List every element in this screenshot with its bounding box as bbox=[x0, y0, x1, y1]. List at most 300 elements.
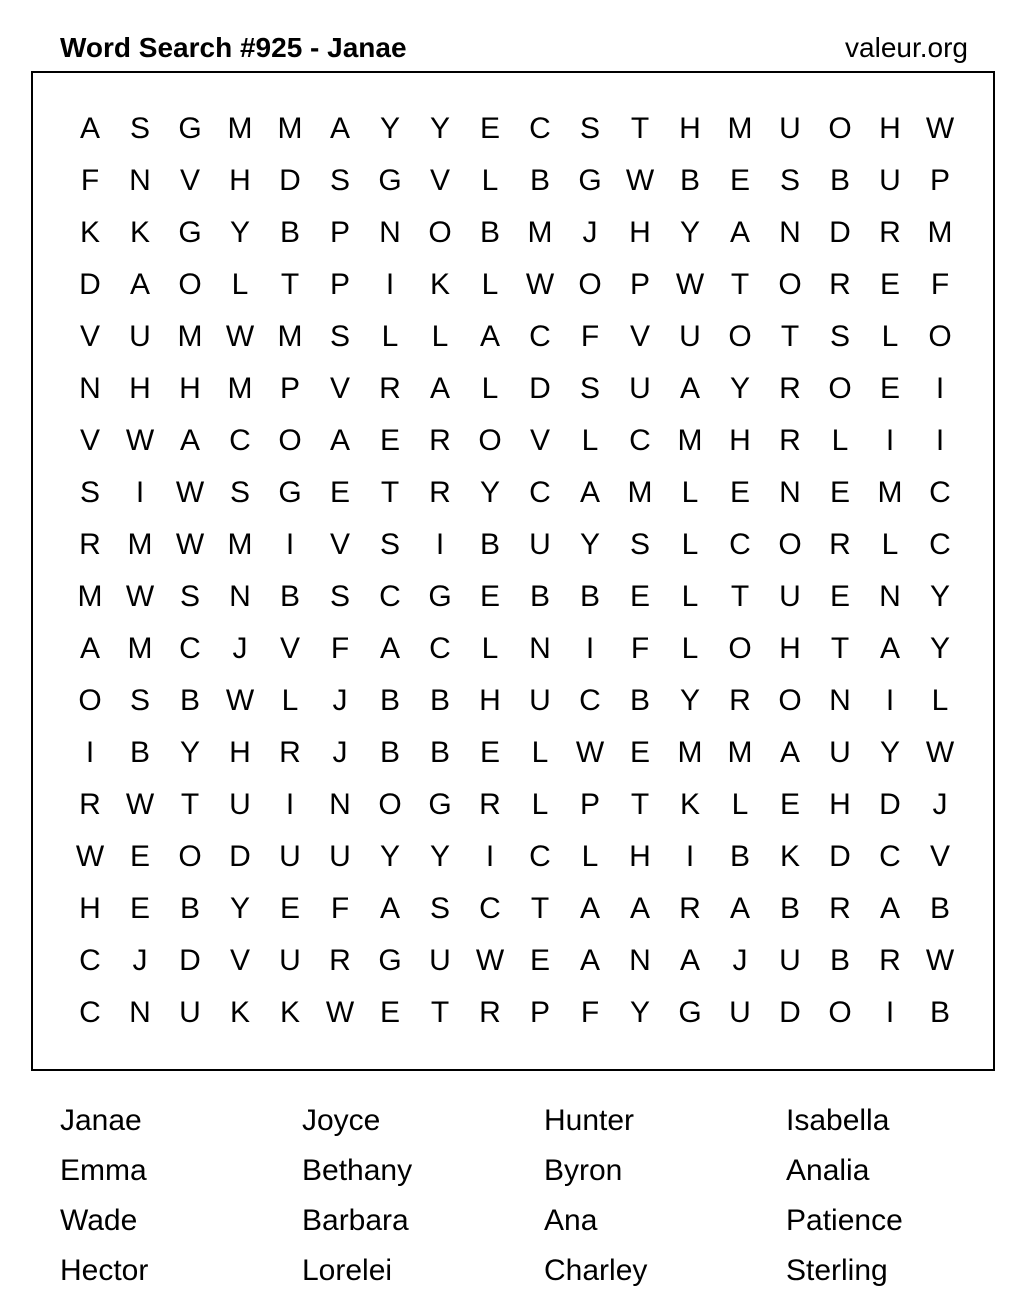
grid-cell[interactable]: R bbox=[479, 788, 501, 821]
grid-cell[interactable]: I bbox=[935, 372, 945, 405]
grid-cell[interactable]: O bbox=[828, 372, 852, 405]
grid-cell[interactable]: V bbox=[229, 944, 250, 977]
grid-cell[interactable]: W bbox=[125, 580, 155, 613]
grid-cell[interactable]: S bbox=[579, 112, 600, 145]
grid-cell[interactable]: H bbox=[79, 892, 101, 925]
grid-cell[interactable]: R bbox=[829, 268, 851, 301]
grid-cell[interactable]: O bbox=[778, 268, 802, 301]
grid-cell[interactable]: V bbox=[629, 320, 650, 353]
grid-cell[interactable]: S bbox=[329, 580, 350, 613]
grid-cell[interactable]: O bbox=[728, 632, 752, 665]
grid-cell[interactable]: V bbox=[179, 164, 200, 197]
grid-cell[interactable]: E bbox=[379, 424, 400, 457]
grid-cell[interactable]: T bbox=[380, 476, 400, 509]
grid-cell[interactable]: R bbox=[329, 944, 351, 977]
grid-cell[interactable]: F bbox=[80, 164, 100, 197]
grid-cell[interactable]: J bbox=[732, 944, 748, 977]
grid-cell[interactable]: O bbox=[78, 684, 102, 717]
grid-cell[interactable]: E bbox=[779, 788, 800, 821]
grid-cell[interactable]: B bbox=[279, 580, 300, 613]
grid-cell[interactable]: I bbox=[885, 424, 895, 457]
grid-cell[interactable]: I bbox=[585, 632, 595, 665]
grid-cell[interactable]: U bbox=[529, 684, 551, 717]
grid-cell[interactable]: B bbox=[129, 736, 150, 769]
grid-cell[interactable]: L bbox=[281, 684, 299, 717]
grid-cell[interactable]: C bbox=[729, 528, 751, 561]
grid-cell[interactable]: L bbox=[481, 164, 499, 197]
grid-cell[interactable]: C bbox=[529, 112, 551, 145]
grid-cell[interactable]: H bbox=[229, 736, 251, 769]
grid-cell[interactable]: Y bbox=[479, 476, 500, 509]
grid-cell[interactable]: W bbox=[525, 268, 555, 301]
grid-cell[interactable]: C bbox=[529, 320, 551, 353]
grid-cell[interactable]: A bbox=[579, 476, 600, 509]
grid-cell[interactable]: P bbox=[629, 268, 650, 301]
grid-cell[interactable]: O bbox=[728, 320, 752, 353]
grid-cell[interactable]: W bbox=[75, 840, 105, 873]
grid-cell[interactable]: S bbox=[129, 684, 150, 717]
grid-cell[interactable]: L bbox=[681, 528, 699, 561]
grid-cell[interactable]: N bbox=[329, 788, 351, 821]
grid-cell[interactable]: H bbox=[779, 632, 801, 665]
grid-cell[interactable]: V bbox=[79, 424, 100, 457]
grid-cell[interactable]: I bbox=[285, 528, 295, 561]
grid-cell[interactable]: O bbox=[778, 684, 802, 717]
grid-cell[interactable]: H bbox=[629, 840, 651, 873]
grid-cell[interactable]: T bbox=[630, 788, 650, 821]
grid-cell[interactable]: S bbox=[429, 892, 450, 925]
grid-cell[interactable]: N bbox=[129, 996, 151, 1029]
grid-cell[interactable]: O bbox=[778, 528, 802, 561]
grid-cell[interactable]: U bbox=[779, 944, 801, 977]
grid-cell[interactable]: K bbox=[679, 788, 700, 821]
grid-cell[interactable]: U bbox=[729, 996, 751, 1029]
grid-cell[interactable]: G bbox=[378, 944, 402, 977]
grid-cell[interactable]: I bbox=[885, 996, 895, 1029]
grid-cell[interactable]: V bbox=[529, 424, 550, 457]
grid-cell[interactable]: H bbox=[179, 372, 201, 405]
grid-cell[interactable]: G bbox=[178, 216, 202, 249]
grid-cell[interactable]: F bbox=[580, 320, 600, 353]
grid-cell[interactable]: E bbox=[479, 112, 500, 145]
grid-cell[interactable]: E bbox=[329, 476, 350, 509]
grid-cell[interactable]: L bbox=[881, 528, 899, 561]
grid-cell[interactable]: C bbox=[929, 528, 951, 561]
grid-cell[interactable]: Y bbox=[229, 216, 250, 249]
grid-cell[interactable]: Y bbox=[429, 840, 450, 873]
grid-cell[interactable]: C bbox=[629, 424, 651, 457]
grid-cell[interactable]: N bbox=[779, 216, 801, 249]
grid-cell[interactable]: A bbox=[379, 892, 400, 925]
grid-cell[interactable]: L bbox=[681, 580, 699, 613]
grid-cell[interactable]: S bbox=[629, 528, 650, 561]
grid-cell[interactable]: H bbox=[479, 684, 501, 717]
grid-cell[interactable]: D bbox=[879, 788, 901, 821]
grid-cell[interactable]: A bbox=[579, 944, 600, 977]
grid-cell[interactable]: B bbox=[829, 944, 850, 977]
grid-cell[interactable]: T bbox=[730, 268, 750, 301]
grid-cell[interactable]: M bbox=[677, 736, 703, 769]
grid-cell[interactable]: E bbox=[829, 476, 850, 509]
grid-cell[interactable]: R bbox=[679, 892, 701, 925]
grid-cell[interactable]: L bbox=[681, 632, 699, 665]
grid-cell[interactable]: C bbox=[479, 892, 501, 925]
grid-cell[interactable]: M bbox=[227, 112, 253, 145]
grid-cell[interactable]: B bbox=[179, 684, 200, 717]
grid-cell[interactable]: C bbox=[429, 632, 451, 665]
grid-cell[interactable]: S bbox=[329, 320, 350, 353]
grid-cell[interactable]: T bbox=[430, 996, 450, 1029]
grid-cell[interactable]: G bbox=[428, 788, 452, 821]
grid-cell[interactable]: I bbox=[885, 684, 895, 717]
grid-cell[interactable]: B bbox=[629, 684, 650, 717]
grid-cell[interactable]: U bbox=[529, 528, 551, 561]
grid-cell[interactable]: Y bbox=[229, 892, 250, 925]
grid-cell[interactable]: M bbox=[727, 736, 753, 769]
grid-cell[interactable]: F bbox=[630, 632, 650, 665]
grid-cell[interactable]: R bbox=[779, 372, 801, 405]
grid-cell[interactable]: S bbox=[329, 164, 350, 197]
grid-cell[interactable]: B bbox=[829, 164, 850, 197]
grid-cell[interactable]: E bbox=[379, 996, 400, 1029]
grid-cell[interactable]: C bbox=[529, 476, 551, 509]
grid-cell[interactable]: R bbox=[429, 424, 451, 457]
grid-cell[interactable]: L bbox=[881, 320, 899, 353]
grid-cell[interactable]: L bbox=[481, 632, 499, 665]
grid-cell[interactable]: D bbox=[79, 268, 101, 301]
grid-cell[interactable]: K bbox=[79, 216, 100, 249]
grid-cell[interactable]: Y bbox=[929, 632, 950, 665]
grid-cell[interactable]: D bbox=[779, 996, 801, 1029]
grid-cell[interactable]: M bbox=[77, 580, 103, 613]
grid-cell[interactable]: R bbox=[729, 684, 751, 717]
grid-cell[interactable]: C bbox=[929, 476, 951, 509]
grid-cell[interactable]: D bbox=[229, 840, 251, 873]
grid-cell[interactable]: M bbox=[677, 424, 703, 457]
grid-cell[interactable]: C bbox=[879, 840, 901, 873]
grid-cell[interactable]: A bbox=[479, 320, 500, 353]
grid-cell[interactable]: T bbox=[180, 788, 200, 821]
grid-cell[interactable]: O bbox=[278, 424, 302, 457]
grid-cell[interactable]: C bbox=[579, 684, 601, 717]
grid-cell[interactable]: Y bbox=[929, 580, 950, 613]
grid-cell[interactable]: Y bbox=[379, 840, 400, 873]
grid-cell[interactable]: R bbox=[429, 476, 451, 509]
grid-cell[interactable]: J bbox=[132, 944, 148, 977]
grid-cell[interactable]: M bbox=[927, 216, 953, 249]
grid-cell[interactable]: H bbox=[729, 424, 751, 457]
grid-cell[interactable]: B bbox=[179, 892, 200, 925]
grid-cell[interactable]: O bbox=[178, 268, 202, 301]
grid-cell[interactable]: R bbox=[879, 216, 901, 249]
grid-cell[interactable]: E bbox=[129, 892, 150, 925]
grid-cell[interactable]: N bbox=[529, 632, 551, 665]
grid-cell[interactable]: V bbox=[279, 632, 300, 665]
grid-cell[interactable]: A bbox=[629, 892, 650, 925]
grid-cell[interactable]: B bbox=[379, 736, 400, 769]
grid-cell[interactable]: H bbox=[229, 164, 251, 197]
grid-cell[interactable]: A bbox=[329, 424, 350, 457]
grid-cell[interactable]: J bbox=[932, 788, 948, 821]
grid-cell[interactable]: A bbox=[679, 944, 700, 977]
grid-cell[interactable]: B bbox=[779, 892, 800, 925]
grid-cell[interactable]: R bbox=[829, 892, 851, 925]
grid-cell[interactable]: R bbox=[829, 528, 851, 561]
grid-cell[interactable]: R bbox=[479, 996, 501, 1029]
grid-cell[interactable]: U bbox=[829, 736, 851, 769]
grid-cell[interactable]: C bbox=[379, 580, 401, 613]
grid-cell[interactable]: U bbox=[679, 320, 701, 353]
grid-cell[interactable]: V bbox=[79, 320, 100, 353]
grid-cell[interactable]: G bbox=[678, 996, 702, 1029]
grid-cell[interactable]: L bbox=[831, 424, 849, 457]
grid-cell[interactable]: D bbox=[529, 372, 551, 405]
grid-cell[interactable]: S bbox=[179, 580, 200, 613]
grid-cell[interactable]: T bbox=[630, 112, 650, 145]
grid-cell[interactable]: G bbox=[178, 112, 202, 145]
grid-cell[interactable]: T bbox=[530, 892, 550, 925]
grid-cell[interactable]: T bbox=[780, 320, 800, 353]
grid-cell[interactable]: E bbox=[879, 372, 900, 405]
grid-cell[interactable]: E bbox=[879, 268, 900, 301]
grid-cell[interactable]: S bbox=[229, 476, 250, 509]
grid-cell[interactable]: P bbox=[329, 268, 350, 301]
grid-cell[interactable]: A bbox=[79, 112, 100, 145]
grid-cell[interactable]: M bbox=[227, 528, 253, 561]
grid-cell[interactable]: L bbox=[481, 372, 499, 405]
grid-cell[interactable]: E bbox=[279, 892, 300, 925]
grid-cell[interactable]: C bbox=[229, 424, 251, 457]
grid-cell[interactable]: P bbox=[529, 996, 550, 1029]
grid-cell[interactable]: A bbox=[679, 372, 700, 405]
grid-cell[interactable]: Y bbox=[179, 736, 200, 769]
grid-cell[interactable]: O bbox=[578, 268, 602, 301]
grid-cell[interactable]: N bbox=[229, 580, 251, 613]
grid-cell[interactable]: K bbox=[429, 268, 450, 301]
grid-cell[interactable]: P bbox=[579, 788, 600, 821]
grid-cell[interactable]: E bbox=[729, 476, 750, 509]
grid-cell[interactable]: K bbox=[279, 996, 300, 1029]
grid-cell[interactable]: A bbox=[179, 424, 200, 457]
grid-cell[interactable]: B bbox=[479, 528, 500, 561]
grid-cell[interactable]: F bbox=[330, 892, 350, 925]
grid-cell[interactable]: R bbox=[879, 944, 901, 977]
grid-cell[interactable]: D bbox=[829, 216, 851, 249]
grid-cell[interactable]: K bbox=[779, 840, 800, 873]
grid-cell[interactable]: L bbox=[531, 788, 549, 821]
grid-cell[interactable]: M bbox=[127, 528, 153, 561]
grid-cell[interactable]: N bbox=[779, 476, 801, 509]
grid-cell[interactable]: E bbox=[129, 840, 150, 873]
grid-cell[interactable]: O bbox=[478, 424, 502, 457]
grid-cell[interactable]: J bbox=[582, 216, 598, 249]
grid-cell[interactable]: W bbox=[175, 476, 205, 509]
grid-cell[interactable]: B bbox=[529, 164, 550, 197]
grid-cell[interactable]: N bbox=[129, 164, 151, 197]
grid-cell[interactable]: U bbox=[879, 164, 901, 197]
grid-cell[interactable]: L bbox=[581, 840, 599, 873]
grid-cell[interactable]: F bbox=[930, 268, 950, 301]
grid-cell[interactable]: H bbox=[879, 112, 901, 145]
grid-cell[interactable]: U bbox=[229, 788, 251, 821]
grid-cell[interactable]: D bbox=[279, 164, 301, 197]
grid-cell[interactable]: H bbox=[629, 216, 651, 249]
grid-cell[interactable]: B bbox=[429, 684, 450, 717]
grid-cell[interactable]: J bbox=[332, 684, 348, 717]
grid-cell[interactable]: W bbox=[325, 996, 355, 1029]
grid-cell[interactable]: D bbox=[179, 944, 201, 977]
grid-cell[interactable]: L bbox=[381, 320, 399, 353]
grid-cell[interactable]: W bbox=[125, 424, 155, 457]
grid-cell[interactable]: S bbox=[779, 164, 800, 197]
grid-cell[interactable]: V bbox=[329, 372, 350, 405]
grid-cell[interactable]: L bbox=[481, 268, 499, 301]
grid-cell[interactable]: E bbox=[479, 736, 500, 769]
grid-cell[interactable]: N bbox=[629, 944, 651, 977]
grid-cell[interactable]: N bbox=[829, 684, 851, 717]
grid-cell[interactable]: B bbox=[529, 580, 550, 613]
grid-cell[interactable]: R bbox=[79, 528, 101, 561]
grid-cell[interactable]: S bbox=[129, 112, 150, 145]
grid-cell[interactable]: O bbox=[928, 320, 952, 353]
grid-cell[interactable]: U bbox=[329, 840, 351, 873]
grid-cell[interactable]: I bbox=[935, 424, 945, 457]
grid-cell[interactable]: A bbox=[779, 736, 800, 769]
grid-cell[interactable]: E bbox=[629, 580, 650, 613]
grid-cell[interactable]: C bbox=[79, 944, 101, 977]
grid-cell[interactable]: M bbox=[877, 476, 903, 509]
grid-cell[interactable]: W bbox=[225, 684, 255, 717]
grid-cell[interactable]: S bbox=[829, 320, 850, 353]
grid-cell[interactable]: W bbox=[925, 112, 955, 145]
grid-cell[interactable]: R bbox=[79, 788, 101, 821]
grid-cell[interactable]: B bbox=[679, 164, 700, 197]
grid-cell[interactable]: W bbox=[625, 164, 655, 197]
grid-cell[interactable]: M bbox=[277, 320, 303, 353]
grid-cell[interactable]: H bbox=[679, 112, 701, 145]
grid-cell[interactable]: U bbox=[129, 320, 151, 353]
grid-cell[interactable]: T bbox=[280, 268, 300, 301]
grid-cell[interactable]: B bbox=[929, 892, 950, 925]
grid-cell[interactable]: L bbox=[581, 424, 599, 457]
grid-cell[interactable]: B bbox=[929, 996, 950, 1029]
grid-cell[interactable]: J bbox=[232, 632, 248, 665]
grid-cell[interactable]: M bbox=[277, 112, 303, 145]
grid-cell[interactable]: G bbox=[428, 580, 452, 613]
grid-cell[interactable]: E bbox=[479, 580, 500, 613]
grid-cell[interactable]: A bbox=[329, 112, 350, 145]
grid-cell[interactable]: B bbox=[379, 684, 400, 717]
grid-cell[interactable]: N bbox=[79, 372, 101, 405]
grid-cell[interactable]: M bbox=[227, 372, 253, 405]
grid-cell[interactable]: W bbox=[925, 736, 955, 769]
grid-cell[interactable]: L bbox=[931, 684, 949, 717]
grid-cell[interactable]: B bbox=[729, 840, 750, 873]
grid-cell[interactable]: A bbox=[129, 268, 150, 301]
grid-cell[interactable]: U bbox=[279, 944, 301, 977]
grid-cell[interactable]: Y bbox=[879, 736, 900, 769]
grid-cell[interactable]: S bbox=[79, 476, 100, 509]
grid-cell[interactable]: N bbox=[379, 216, 401, 249]
grid-cell[interactable]: M bbox=[177, 320, 203, 353]
grid-cell[interactable]: A bbox=[379, 632, 400, 665]
grid-cell[interactable]: B bbox=[279, 216, 300, 249]
grid-cell[interactable]: M bbox=[727, 112, 753, 145]
grid-cell[interactable]: O bbox=[828, 996, 852, 1029]
grid-cell[interactable]: W bbox=[225, 320, 255, 353]
grid-cell[interactable]: G bbox=[278, 476, 302, 509]
grid-cell[interactable]: V bbox=[929, 840, 950, 873]
grid-cell[interactable]: G bbox=[578, 164, 602, 197]
grid-cell[interactable]: E bbox=[529, 944, 550, 977]
grid-cell[interactable]: U bbox=[779, 580, 801, 613]
grid-cell[interactable]: W bbox=[675, 268, 705, 301]
grid-cell[interactable]: P bbox=[279, 372, 300, 405]
grid-cell[interactable]: E bbox=[829, 580, 850, 613]
grid-cell[interactable]: Y bbox=[679, 216, 700, 249]
grid-cell[interactable]: Y bbox=[429, 112, 450, 145]
grid-cell[interactable]: A bbox=[729, 216, 750, 249]
grid-cell[interactable]: M bbox=[627, 476, 653, 509]
grid-cell[interactable]: A bbox=[429, 372, 450, 405]
grid-cell[interactable]: Y bbox=[679, 684, 700, 717]
grid-cell[interactable]: A bbox=[579, 892, 600, 925]
grid-cell[interactable]: E bbox=[629, 736, 650, 769]
grid-cell[interactable]: Y bbox=[579, 528, 600, 561]
grid-cell[interactable]: I bbox=[285, 788, 295, 821]
grid-cell[interactable]: U bbox=[779, 112, 801, 145]
grid-cell[interactable]: T bbox=[730, 580, 750, 613]
grid-cell[interactable]: E bbox=[729, 164, 750, 197]
grid-cell[interactable]: O bbox=[378, 788, 402, 821]
grid-cell[interactable]: L bbox=[681, 476, 699, 509]
grid-cell[interactable]: S bbox=[379, 528, 400, 561]
grid-cell[interactable]: B bbox=[579, 580, 600, 613]
grid-cell[interactable]: G bbox=[378, 164, 402, 197]
grid-cell[interactable]: L bbox=[431, 320, 449, 353]
grid-cell[interactable]: H bbox=[129, 372, 151, 405]
grid-cell[interactable]: C bbox=[529, 840, 551, 873]
grid-cell[interactable]: U bbox=[429, 944, 451, 977]
grid-cell[interactable]: L bbox=[231, 268, 249, 301]
grid-cell[interactable]: U bbox=[179, 996, 201, 1029]
grid-cell[interactable]: B bbox=[479, 216, 500, 249]
grid-cell[interactable]: Y bbox=[729, 372, 750, 405]
grid-cell[interactable]: W bbox=[475, 944, 505, 977]
grid-cell[interactable]: A bbox=[79, 632, 100, 665]
grid-cell[interactable]: M bbox=[127, 632, 153, 665]
grid-cell[interactable]: M bbox=[527, 216, 553, 249]
grid-cell[interactable]: K bbox=[229, 996, 250, 1029]
grid-cell[interactable]: W bbox=[575, 736, 605, 769]
grid-cell[interactable]: I bbox=[385, 268, 395, 301]
grid-cell[interactable]: A bbox=[879, 632, 900, 665]
grid-cell[interactable]: V bbox=[429, 164, 450, 197]
grid-cell[interactable]: L bbox=[531, 736, 549, 769]
grid-cell[interactable]: W bbox=[175, 528, 205, 561]
grid-cell[interactable]: O bbox=[428, 216, 452, 249]
grid-cell[interactable]: J bbox=[332, 736, 348, 769]
grid-cell[interactable]: K bbox=[129, 216, 150, 249]
grid-cell[interactable]: U bbox=[279, 840, 301, 873]
grid-cell[interactable]: P bbox=[929, 164, 950, 197]
grid-cell[interactable]: Y bbox=[379, 112, 400, 145]
grid-cell[interactable]: N bbox=[879, 580, 901, 613]
grid-cell[interactable]: W bbox=[125, 788, 155, 821]
grid-cell[interactable]: I bbox=[435, 528, 445, 561]
grid-cell[interactable]: V bbox=[329, 528, 350, 561]
grid-cell[interactable]: I bbox=[685, 840, 695, 873]
